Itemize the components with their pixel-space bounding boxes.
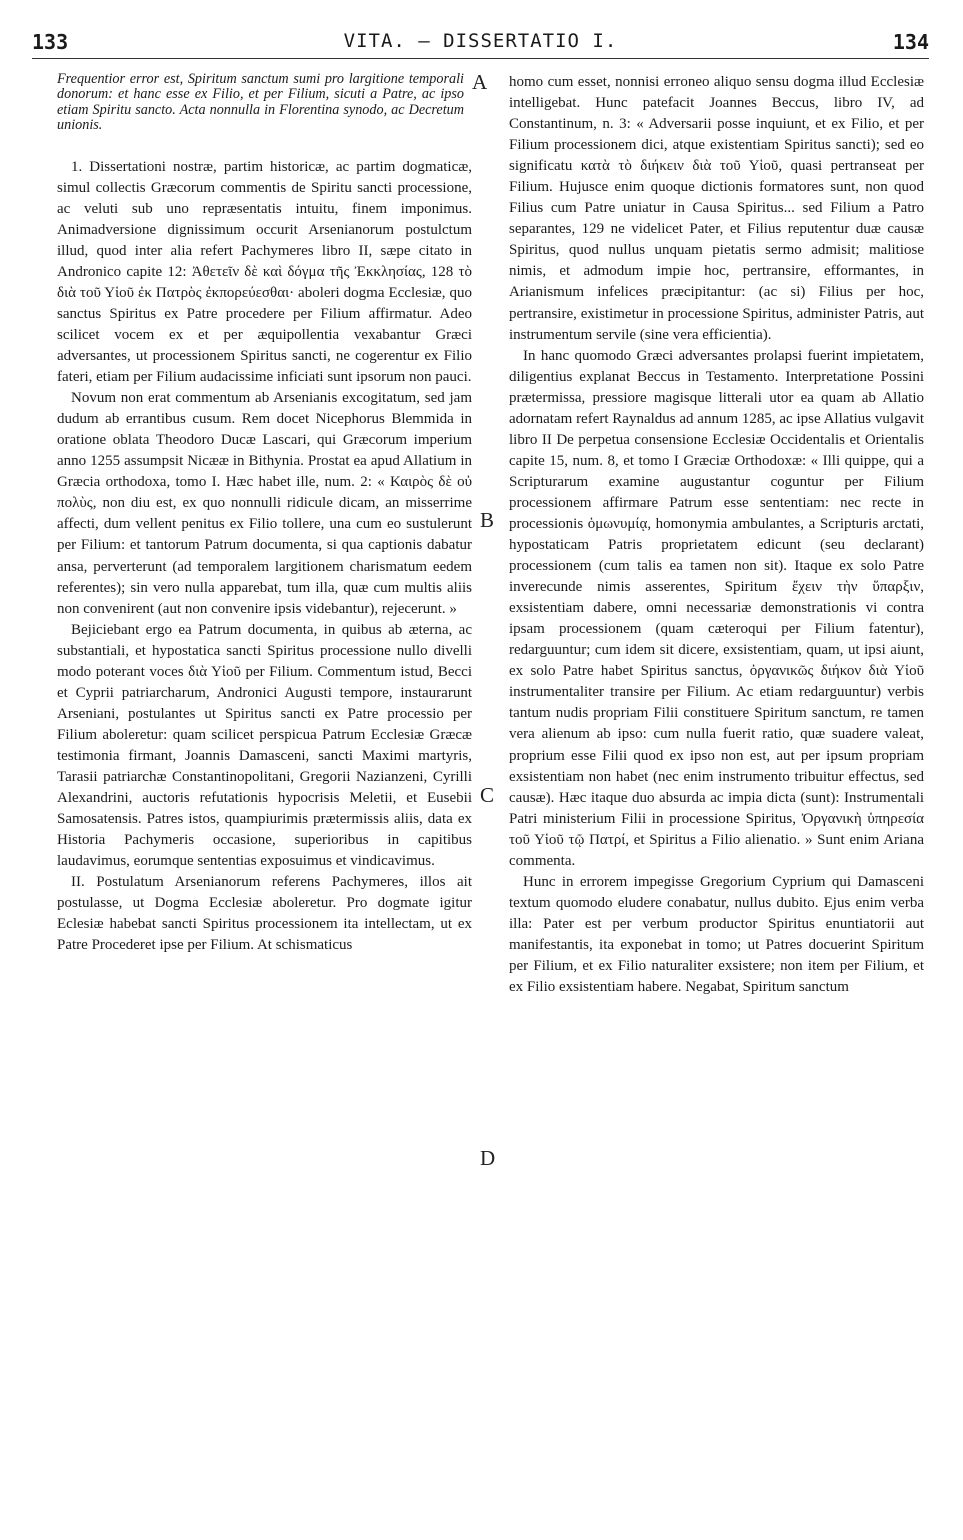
left-column (57, 72, 472, 956)
page-number-right: 134 (892, 30, 929, 54)
running-title: VITA. — DISSERTATIO I. (343, 30, 618, 52)
right-column (509, 72, 924, 998)
summary-paragraph: Frequentior error est, Spiritum sanctum sumi pro largitione temporali donorum: et hanc esse ex Filio, et per Filium, sicuti a Patre, ac ipso etiam Spiritu sancto. Acta nonnulla in Florentina synodo, ac Decretum unionis. (57, 71, 464, 134)
left-paragraph: 1. Dissertationi nostræ, partim historicæ, ac partim dogmaticæ, simul collectis Græcorum commentis de Spiritu sancti processione, ac veluti sub uno repræsentatis intuitu, finem imponimus. Animadversione dignissimum occurit Arsenianorum postulctum illud, quod inter alia refert Pachymeres libro II, sæpe citato in Andronico capite 12: Ἀθετεῖν δὲ καὶ δόγμα τῆς Ἐκκλησίας, 128 τὸ διὰ τοῦ Υἱοῦ ἐκ Πατρὸς ἐκπορεύεσθαι· aboleri dogma Ecclesiæ, quo sanctus Spiritus ex Patre procedere per Filium affirmatur. Adeo scilicet vocem ex et per æquipollentia vexabantur Græci adversantes, ut processionem Spiritus sancti, ne cogerentur ex Filio fateri, etiam per Filium audacissime inficiati sunt ipsorum non pauci. (57, 158, 472, 386)
margin-letter-c: C (480, 783, 495, 807)
header-rule (32, 58, 929, 59)
left-paragraph: Novum non erat commentum ab Arsenianis excogitatum, sed jam dudum ab errantibus cusum. Rem docet Nicephorus Blemmida in oratione oblata Theodoro Ducæ Lascari, qui Græcorum imperium anno 1255 assumpsit Nicææ in Bithynia. Prostat ea apud Allatium in Græcia orthodoxa, tomo I. Hæc habet ille, num. 2: « Καιρὸς δὲ οὐ πολὺς, non diu est, ex quo nonnulli ridicule dicam, an misserrime affecti, dum vellent penitus ex Filio tollere, una cum eo sustulerunt per Filium: et tantorum Patrum documenta, si qua captionis dabatur ansa, perverterunt (ad temporalem largitionem charismatum eedem referentes); sin vero nulla apparebat, tum illa, quæ cum multis aliis non convenirent (aut non convenire ipsis videbantur), rejecerunt. » (57, 390, 472, 617)
margin-letter-b: B (480, 508, 495, 532)
left-paragraph: II. Postulatum Arsenianorum referens Pachymeres, illos ait postulasse, ut Dogma Ecclesiæ aboleretur. Pro dogmate igitur Eclesiæ habebat sancti Spiritus processionem ita intellectam, ut ex Patre Procederet ipse per Filium. At schismaticus (57, 874, 472, 954)
right-paragraph: In hanc quomodo Græci adversantes prolapsi fuerint impietatem, diligentius explanat Beccus in Testamento. Interpretatione Possini prætermissa, pressiore magisque litterali utor ea quam ab Allatio adornatam refert Raynaldus ad annum 1285, ac ipse Allatius vulgavit libro II De perpetua consensione Ecclesiæ Occidentalis et Orientalis capite 15, num. 8, et tomo I Græciæ Orthodoxæ: « Illi quippe, qui a Scripturarum examine augustantur coguntur per Filium processionem affirmare Patrum esse sententiam: nec recte in processionis ὁμωνυμίᾳ, homonymia ambulantes, a Scripturis arctati, hypostaticam Patris proprietatem edicunt (seu declarant) processionem (cum talis ea tamen non sit). Itaque ex solo Patre inverecunde nimis asserentes, Spiritum ἔχειν τὴν ὕπαρξιν, exsistentiam dabere, omni necessariæ demonstrationis vi contra ipsam processionem (quam cæteroqui per Filium fatentur), redarguuntur; cum idem sit dicere, exsistentiam, quam, ut ipsi aiunt, ex solo Patre habet Spiritus sanctus, ὀργανικῶς διήκον διὰ Υἱοῦ instrumentaliter transire per Filium. Ac etiam redarguuntur) verbis tantum nudis propriam Filii constituere Spiritum sanctum, re tamen vera alienum ab ipso: cum nulla fuerit ratio, quæ suadere valeat, proprium esse Filii quod ex ipso non est, aut per ipsum propriam exsistentiam non habet (nec enim instrumento tribuitur effectus, sed causæ). Hæc itaque duo absurda ac impia dicta (sunt): Instrumentali Patri ministerium Filii in processione Spiritus, Ὀργανικὴ ὑπηρεσία τοῦ Υἱοῦ τῷ Πατρί, et Spiritus a Filio alienatio. » Sunt enim Ariana commenta. (509, 347, 924, 869)
margin-letter-d: D (480, 1146, 496, 1170)
margin-letter-a: A (472, 70, 488, 94)
right-paragraph: homo cum esset, nonnisi erroneo aliquo sensu dogma illud Ecclesiæ intelligebat. Hunc patefacit Joannes Beccus, libro IV, ad Constantinum, n. 3: « Adversarii posse inquiunt, et ex Filio, et per Filium processionem dici, atque existentiam Spiritus sancti); sed eo significatu κατὰ τὸ διήκειν διὰ τοῦ Υἱοῦ, quasi pertranseat per Filium. Hujusce enim quoque dictionis formatores sunt, non quod Filius cum Patre uniatur in Causa Spiritus... sed Filium a Patro separantes, 129 ne videlicet Pater, et Filius reputentur duæ causæ Spiritus, quod nullus unquam pietatis sermo admisit; malitiose nimis, et admodum impie hoc, pertransire, efformantes, in Arianismum infelices præcipitantur: (ac si) Filius per hoc, pertransire, existimetur in processione Spiritus, administer Patris, aut instrumentum servile (sine vera efficientia). (509, 74, 924, 343)
page-number-left: 133 (32, 30, 69, 54)
running-header (32, 30, 929, 54)
right-paragraph: Hunc in errorem impegisse Gregorium Cyprium qui Damasceni textum quomodo eludere conabatur, nullus dubito. Ejus enim verba illa: Pater est per verbum productor Spiritus enuntiatorii aut manifestantis, ita exponebat in tomo; ut Patres docuerint Spiritum per Filium, et ex Filio naturaliter exsistere; non item per Filium, et ex Filio exsistentiam habere. Negabat, Spiritum sanctum (509, 873, 924, 996)
left-paragraph: Bejiciebant ergo ea Patrum documenta, in quibus ab æterna, ac substantiali, et hypostatica sancti Spiritus processione nullo divelli modo poterant voces διὰ Υἱοῦ per Filium. Commentum istud, Becci et Cyprii patriarcharum, Andronici Augusti tempore, instaurarunt Arseniani, postulantes ut Spiritus sancti ex Patre processio per Filium aboleretur: quam scilicet perspicua Patrum Ecclesiæ Græcæ testimonia firmant, Joannis Damasceni, sancti Maximi martyris, Tarasii patriarchæ Constantinopolitani, Gregorii Nazianzeni, Cyrilli Alexandrini, auctoris refutationis hypocrisis Meletii, et Eusebii Samosatensis. Patres istos, quampiurimis prætermissis aliis, data ex Historia Pachymeris occasione, superioribus in capitibus laudavimus, eorumque sententias exposuimus et vindicavimus. (57, 621, 472, 870)
